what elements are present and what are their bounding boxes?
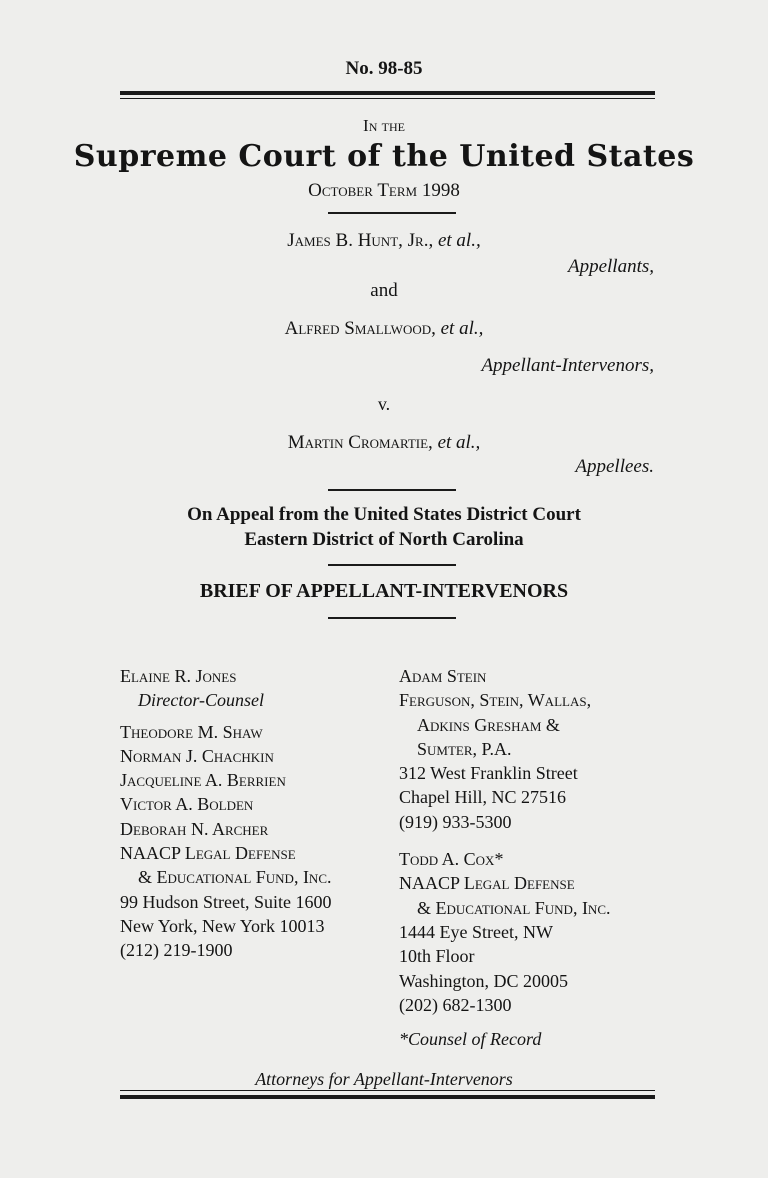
address-line: 99 Hudson Street, Suite 1600 xyxy=(120,891,332,912)
intervenors-line xyxy=(0,318,768,340)
firm-line: Adkins Gresham & xyxy=(417,714,560,735)
appeal-line-1: On Appeal from the United States District Court xyxy=(187,504,581,525)
counsel-of-record-note: *Counsel of Record xyxy=(399,1029,542,1050)
phone-line: (202) 682-1300 xyxy=(399,994,512,1015)
divider-rule xyxy=(328,564,456,566)
and-label: and xyxy=(370,280,398,301)
counsel-name: Elaine R. Jones xyxy=(120,666,237,686)
appellees-line xyxy=(0,432,768,454)
appellees-name: Martin Cromartie, xyxy=(287,432,433,453)
counsel-name: Jacqueline A. Berrien xyxy=(120,770,286,791)
appellants-etal: et al., xyxy=(437,230,481,251)
brief-title: BRIEF OF APPELLANT-INTERVENORS xyxy=(199,580,569,602)
address-line: Washington, DC 20005 xyxy=(399,970,569,991)
term-label: October Term 1998 xyxy=(308,180,460,201)
appellants-name: James B. Hunt, Jr., xyxy=(287,230,434,251)
firm-line: Sumter, P.A. xyxy=(417,738,512,759)
phone-line: (212) 219-1900 xyxy=(120,940,233,961)
versus-label: v. xyxy=(377,394,391,414)
counsel-left-column xyxy=(120,664,332,963)
counsel-name: Theodore M. Shaw xyxy=(120,721,263,742)
appeal-line-2: Eastern District of North Carolina xyxy=(244,529,524,550)
top-rule-thick xyxy=(120,91,655,95)
intervenors-role: Appellant-Intervenors, xyxy=(481,355,654,376)
organization-line: & Educational Fund, Inc. xyxy=(417,897,611,918)
counsel-name: Adam Stein xyxy=(399,666,487,686)
appellees-etal: et al., xyxy=(437,432,481,453)
address-line: 312 West Franklin Street xyxy=(399,763,578,784)
address-line: 1444 Eye Street, NW xyxy=(399,921,553,942)
docket-number: No. 98-85 xyxy=(345,58,423,79)
counsel-name: Victor A. Bolden xyxy=(120,794,254,815)
bottom-rule-thick xyxy=(120,1095,655,1099)
counsel-right-column xyxy=(399,664,611,1051)
in-the-label: In the xyxy=(363,116,405,135)
organization-line: & Educational Fund, Inc. xyxy=(138,867,332,888)
intervenors-etal: et al., xyxy=(440,318,484,339)
address-line: New York, New York 10013 xyxy=(120,915,325,936)
bottom-rule-thin xyxy=(120,1090,655,1091)
appellants-role: Appellants, xyxy=(567,256,654,277)
organization-line: NAACP Legal Defense xyxy=(399,873,575,894)
address-line: 10th Floor xyxy=(399,946,475,967)
counsel-name: Norman J. Chachkin xyxy=(120,745,274,766)
divider-rule xyxy=(328,617,456,619)
phone-line: (919) 933-5300 xyxy=(399,811,512,832)
divider-rule xyxy=(328,212,456,214)
appellants-line xyxy=(0,230,768,252)
divider-rule xyxy=(328,489,456,491)
organization-line: NAACP Legal Defense xyxy=(120,843,296,864)
address-line: Chapel Hill, NC 27516 xyxy=(399,787,566,808)
appellees-role: Appellees. xyxy=(575,456,654,477)
counsel-name: Deborah N. Archer xyxy=(120,818,269,839)
attorneys-footer: Attorneys for Appellant-Intervenors xyxy=(255,1069,513,1089)
counsel-name: Todd A. Cox* xyxy=(399,849,504,870)
top-rule-thin xyxy=(120,98,655,99)
firm-line: Ferguson, Stein, Wallas, xyxy=(399,690,592,711)
intervenors-name: Alfred Smallwood, xyxy=(284,318,436,339)
counsel-title: Director-Counsel xyxy=(138,690,264,711)
court-name: Supreme Court of the United States xyxy=(73,139,695,174)
